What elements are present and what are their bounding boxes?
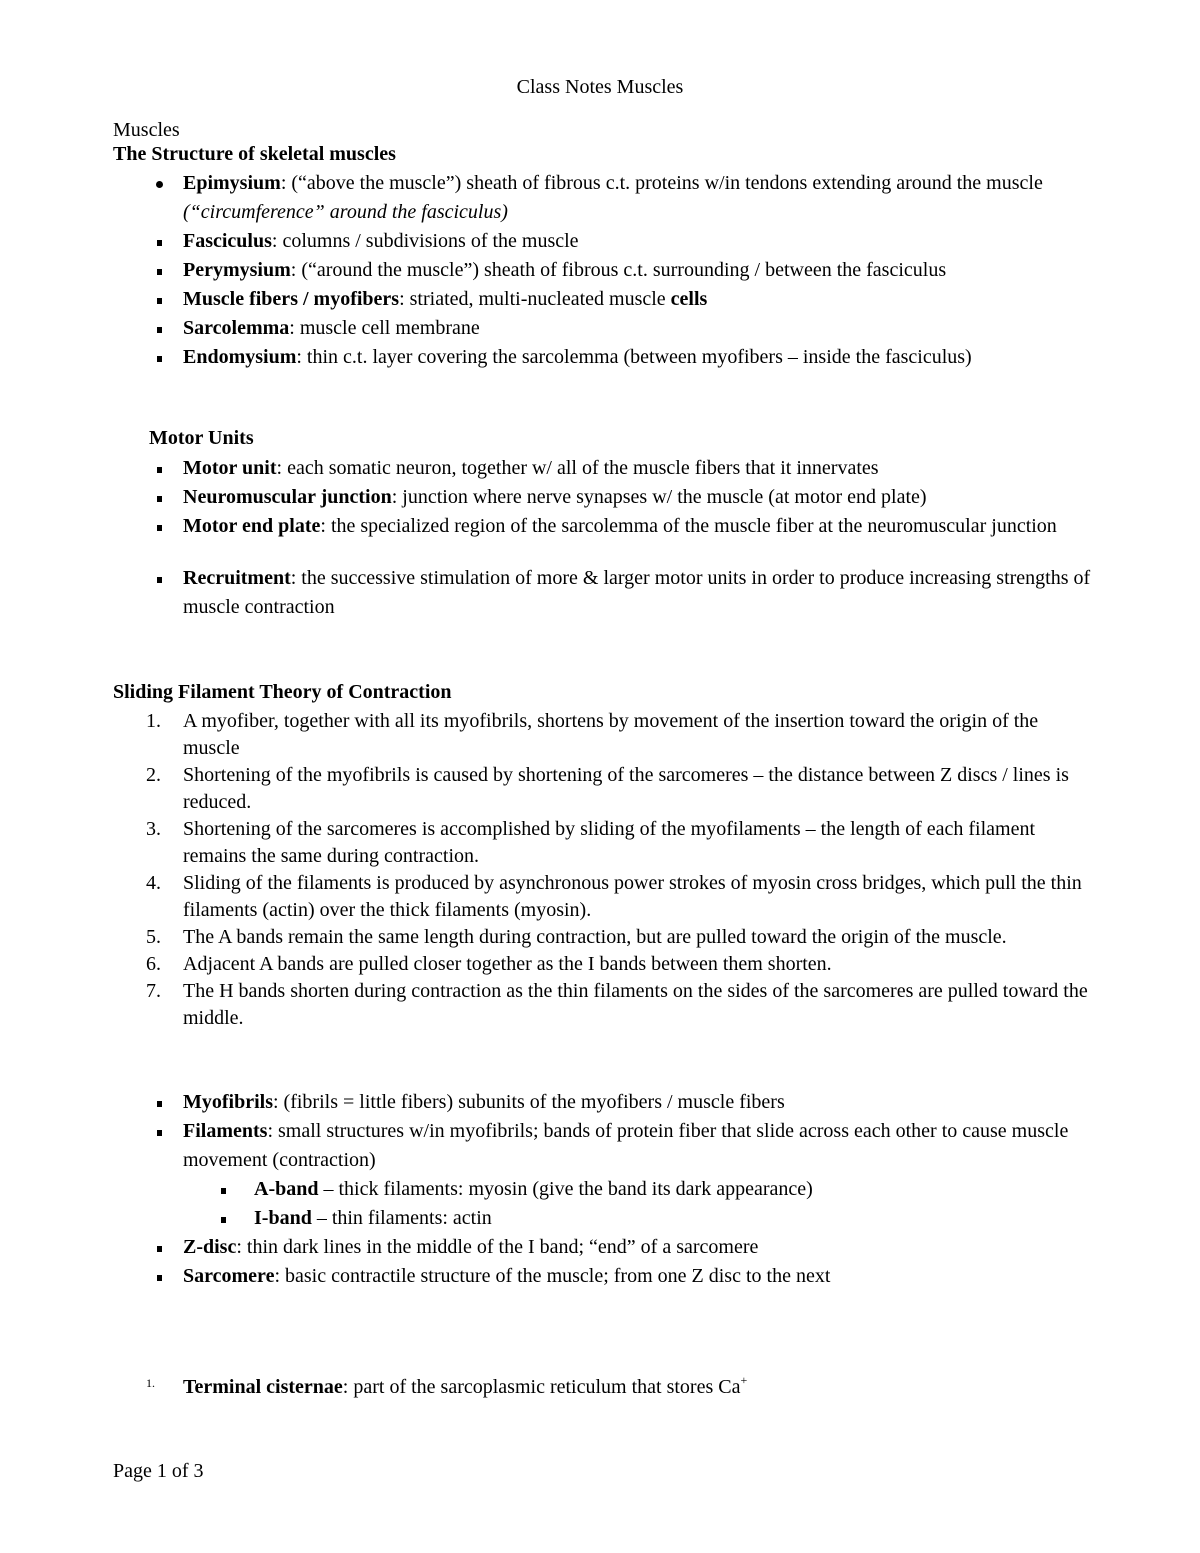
item-number: 6. [146,953,161,975]
definition: : striated, multi-nucleated muscle [399,288,671,310]
definition: – thin filaments: actin [311,1207,492,1229]
term: Sarcolemma [183,317,290,339]
term: Motor end plate [183,515,321,537]
list-item [112,314,1092,343]
list-item [112,1262,1092,1291]
term: Perymysium [183,259,291,281]
list-item [112,227,1092,256]
filament-terms-list [112,1088,1092,1291]
numbered-item [112,762,1092,816]
section-heading-structure: The Structure of skeletal muscles [113,143,396,165]
definition: : part of the sarcoplasmic reticulum that stores Ca [342,1376,741,1398]
list-item [112,285,1092,314]
numbered-item [112,924,1092,951]
term: Fasciculus [183,230,272,252]
numbered-item [112,708,1092,762]
page-number: Page 1 of 3 [113,1460,204,1482]
structure-list [112,169,1092,372]
step-text: A myofiber, together with all its myofibrils, shortens by movement of the insertion toward the origin of the muscle [183,710,1039,759]
definition: : small structures w/in myofibrils; bands of protein fiber that slide across each other to cause muscle movement (contraction) [183,1120,1069,1171]
list-item [112,1233,1092,1262]
document-title: Class Notes Muscles [516,76,684,98]
step-text: Shortening of the myofibrils is caused by shortening of the sarcomeres – the distance between Z discs / lines is reduced. [183,764,1069,813]
term: Sarcomere [183,1265,275,1287]
definition: : the specialized region of the sarcolemma of the muscle fiber at the neuromuscular junction [320,515,1057,537]
definition: – thick filaments: myosin (give the band its dark appearance) [318,1178,813,1200]
definition: : the successive stimulation of more & larger motor units in order to produce increasing strengths of muscle contraction [183,567,1091,618]
numbered-item [112,816,1092,870]
item-number: 1. [146,710,161,732]
item-number: 4. [146,872,161,894]
step-text: The H bands shorten during contraction as the thin filaments on the sides of the sarcomeres are pulled toward the middle. [183,980,1088,1029]
step-text: Sliding of the filaments is produced by asynchronous power strokes of myosin cross bridges, which pull the thin filaments (actin) over the thick filaments (myosin). [183,872,1082,921]
list-item [112,256,1092,285]
list-item [112,343,1092,372]
section-heading-sliding-filament: Sliding Filament Theory of Contraction [113,681,452,703]
definition: : (“above the muscle”) sheath of fibrous c.t. proteins w/in tendons extending around the muscle [280,172,1043,194]
definition: : columns / subdivisions of the muscle [271,230,579,252]
definition: : muscle cell membrane [289,317,480,339]
item-number: 5. [146,926,161,948]
item-number: 7. [146,980,161,1002]
list-item [112,1373,1092,1402]
superscript: + [740,1373,748,1387]
term: A-band [254,1178,319,1200]
list-item [112,564,1092,622]
numbered-item [112,870,1092,924]
definition: : (“around the muscle”) sheath of fibrous c.t. surrounding / between the fasciculus [290,259,947,281]
term: Endomysium [183,346,297,368]
definition: : basic contractile structure of the muscle; from one Z disc to the next [274,1265,831,1287]
list-item [112,1117,1092,1175]
term: Filaments [183,1120,268,1142]
definition: : thin dark lines in the middle of the I band; “end” of a sarcomere [236,1236,759,1258]
list-item [112,512,1092,541]
term: Terminal cisternae [183,1376,343,1398]
item-number: 2. [146,764,161,786]
term: Motor unit [183,457,277,479]
item-number: 3. [146,818,161,840]
item-marker: 1. [146,1376,155,1390]
definition: : (fibrils = little fibers) subunits of the myofibers / muscle fibers [273,1091,785,1113]
section-heading-motor-units: Motor Units [149,427,254,449]
spacer [112,541,1092,564]
term: I-band [254,1207,312,1229]
definition-italic: (“circumference” around the fasciculus) [183,201,508,223]
definition: : thin c.t. layer covering the sarcolemma (between myofibers – inside the fasciculus) [296,346,972,368]
list-item [112,483,1092,512]
list-item [112,169,1092,227]
definition-bold: cells [670,288,708,310]
motor-units-list [112,454,1092,622]
definition: : each somatic neuron, together w/ all of the muscle fibers that it innervates [276,457,879,479]
term: Neuromuscular junction [183,486,392,508]
terminal-cisternae-entry [112,1373,1092,1402]
list-item [112,1088,1092,1117]
term: Recruitment [183,567,291,589]
list-item [112,454,1092,483]
subject-label: Muscles [113,119,180,141]
step-text: Shortening of the sarcomeres is accomplished by sliding of the myofilaments – the length of each filament remains the same during contraction. [183,818,1036,867]
sub-list-item [112,1204,1092,1233]
step-text: The A bands remain the same length during contraction, but are pulled toward the origin of the muscle. [183,926,1007,948]
numbered-item [112,978,1092,1032]
step-text: Adjacent A bands are pulled closer together as the I bands between them shorten. [183,953,832,975]
term: Z-disc [183,1236,237,1258]
definition: : junction where nerve synapses w/ the muscle (at motor end plate) [391,486,927,508]
term: Myofibrils [183,1091,273,1113]
numbered-item [112,951,1092,978]
sub-list-item [112,1175,1092,1204]
term: Epimysium [183,172,281,194]
sliding-steps-list [112,708,1092,1032]
term: Muscle fibers / myofibers [183,288,400,310]
